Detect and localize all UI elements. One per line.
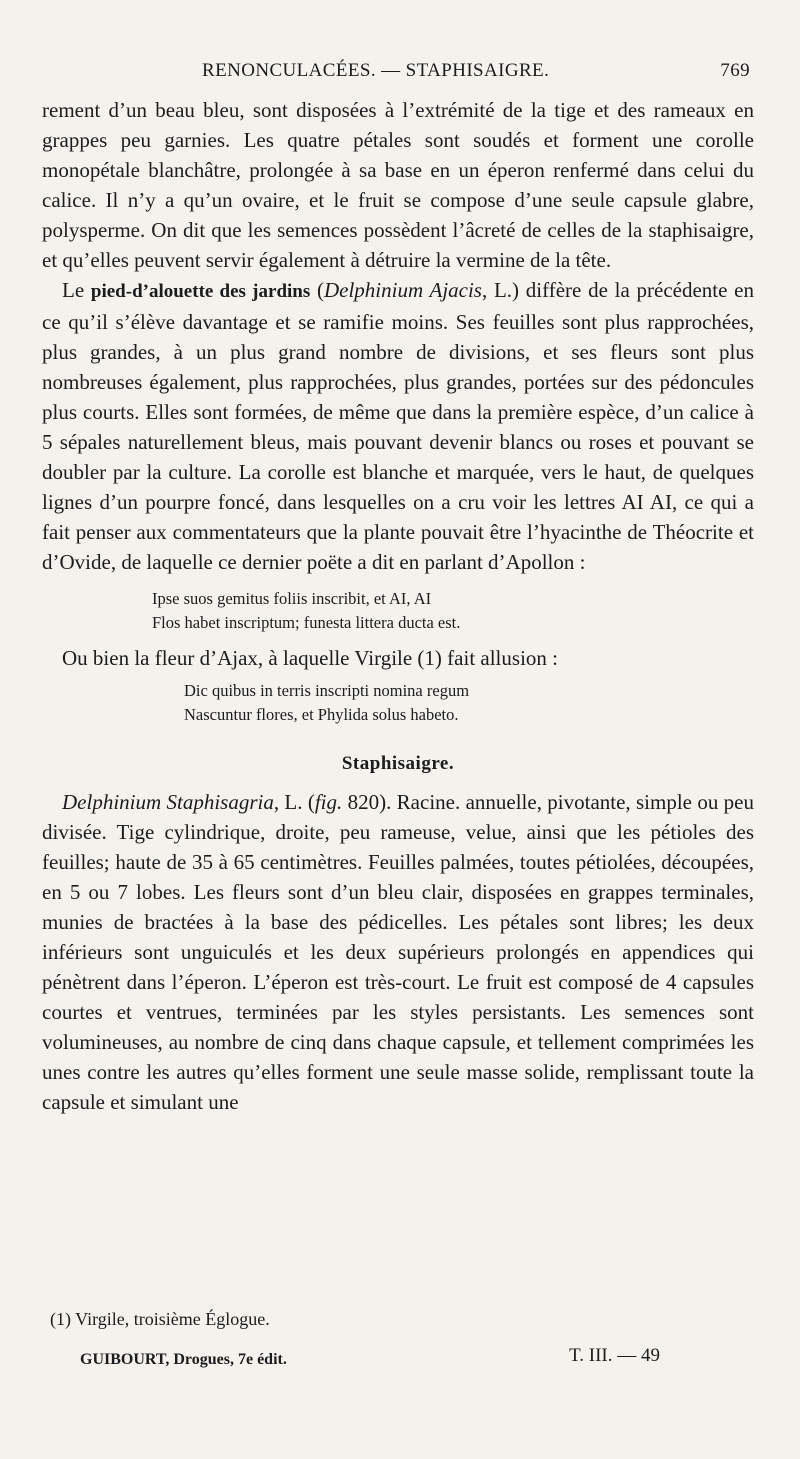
body-text [42,95,754,1117]
paragraph-2-body: , L.) diffère de la précédente en ce qu’il s’élève davantage et se ramifie moins. Ses feuilles sont plus rapprochées, plus grandes, à un plus grand nombre de divisions, et ses fleurs sont plus nombreuses également, plus rapprochées, plus grandes, portées sur des pédoncules plus courts. Elles sont formées, de même que dans la première espèce, d’un calice à 5 sépales naturellement bleus, mais pouvant devenir blancs ou roses et pouvant se doubler par la culture. La corolle est blanche et marquée, vers le haut, de quelques lignes d’un pourpre foncé, dans lesquelles on a cru voir les lettres AI AI, ce qui a fait penser aux commentateurs que la plante pouvait être l’hyacinthe de Théocrite et d’Ovide, de laquelle ce dernier poëte a dit en parlant d’Apollon : [42,278,754,574]
paragraph-2-lead: Le [62,278,85,302]
verse-line: Dic quibus in terris inscripti nomina regum [184,681,470,700]
verse-line: Ipse suos gemitus foliis inscribit, et AI, AI [152,589,432,608]
running-head: RENONCULACÉES. — STAPHISAIGRE. [202,60,550,81]
figure-abbrev: fig. [314,790,343,814]
paragraph-1: rement d’un beau bleu, sont disposées à l’extrémité de la tige et des rameaux en grappes peu garnies. Les quatre pétales sont soudés et forment une corolle monopétale blanchâtre, prolongée à sa base en un éperon renfermé dans celui du calice. Il n’y a qu’un ovaire, et le fruit se compose d’une seule capsule glabre, polysperme. On dit que les semences possèdent l’âcreté de celles de la staphisaigre, et qu’elles peuvent servir également à détruire la vermine de la tête. [42,98,754,272]
paragraph-4 [42,787,754,1117]
verse-line: Nascuntur flores, et Phylida solus habeto. [184,705,459,724]
verse-quote-1 [152,587,754,635]
footnote: (1) Virgile, troisième Églogue. [50,1309,270,1329]
page-header [42,60,760,90]
page-number: 769 [720,60,750,81]
paragraph-2: Le pied-d’alouette des jardins (Delphinium Ajacis, L.) diffère de la précédente en ce qu’il s’élève davantage et se ramifie moins. Ses feuilles sont plus rapprochées, plus grandes, à un plus grand nombre de divisions, et ses fleurs sont plus nombreuses également, plus rapprochées, plus grandes, portées sur des pédoncules plus courts. Elles sont formées, de même que dans la première espèce, d’un calice à 5 sépales naturellement bleus, mais pouvant devenir blancs ou roses et pouvant se doubler par la culture. La corolle est blanche et marquée, vers le haut, de quelques lignes d’un pourpre foncé, dans lesquelles on a cru voir les lettres AI AI, ce qui a fait penser aux commentateurs que la plante pouvait être l’hyacinthe de Théocrite et d’Ovide, de laquelle ce dernier poëte a dit en parlant d’Apollon : [42,278,754,574]
plant-name: pied-d’alouette des jardins [90,281,311,302]
paragraph-3: Ou bien la fleur d’Ajax, à laquelle Virgile (1) fait allusion : [62,646,558,670]
volume-signature: T. III. — 49 [569,1345,660,1366]
section-title: Staphisaigre. [341,753,455,774]
publisher-signature: GUIBOURT, Drogues, 7e édit. [80,1351,287,1368]
page-footer [50,1345,720,1375]
paragraph-4-body: 820). Racine. annuelle, pivotante, simple ou peu divisée. Tige cylindrique, droite, peu rameuse, velue, ainsi que les pétioles des feuilles; haute de 35 à 65 centimètres. Feuilles palmées, toutes pétiolées, découpées, en 5 ou 7 lobes. Les fleurs sont d’un bleu clair, disposées en grappes terminales, munies de bractées à la base des pédicelles. Les pétales sont libres; les deux inférieurs sont unguiculés et les deux supérieurs prolongés en appendices qui pénètrent dans l’éperon. L’éperon est très-court. Le fruit est composé de 4 capsules courtes et ventrues, terminées par les styles persistants. Les semences sont volumineuses, au nombre de cinq dans chaque capsule, et tellement comprimées les unes contre les autres qu’elles forment une seule masse solide, remplissant toute la capsule et simulant une [42,790,754,1114]
paragraph-4-mid: , L. ( [273,790,315,814]
latin-name-staphisagria: Delphinium Staphisagria [62,790,274,814]
verse-line: Flos habet inscriptum; funesta littera ducta est. [152,613,461,632]
latin-name: Delphinium Ajacis [323,278,482,302]
verse-quote-2 [184,679,754,727]
